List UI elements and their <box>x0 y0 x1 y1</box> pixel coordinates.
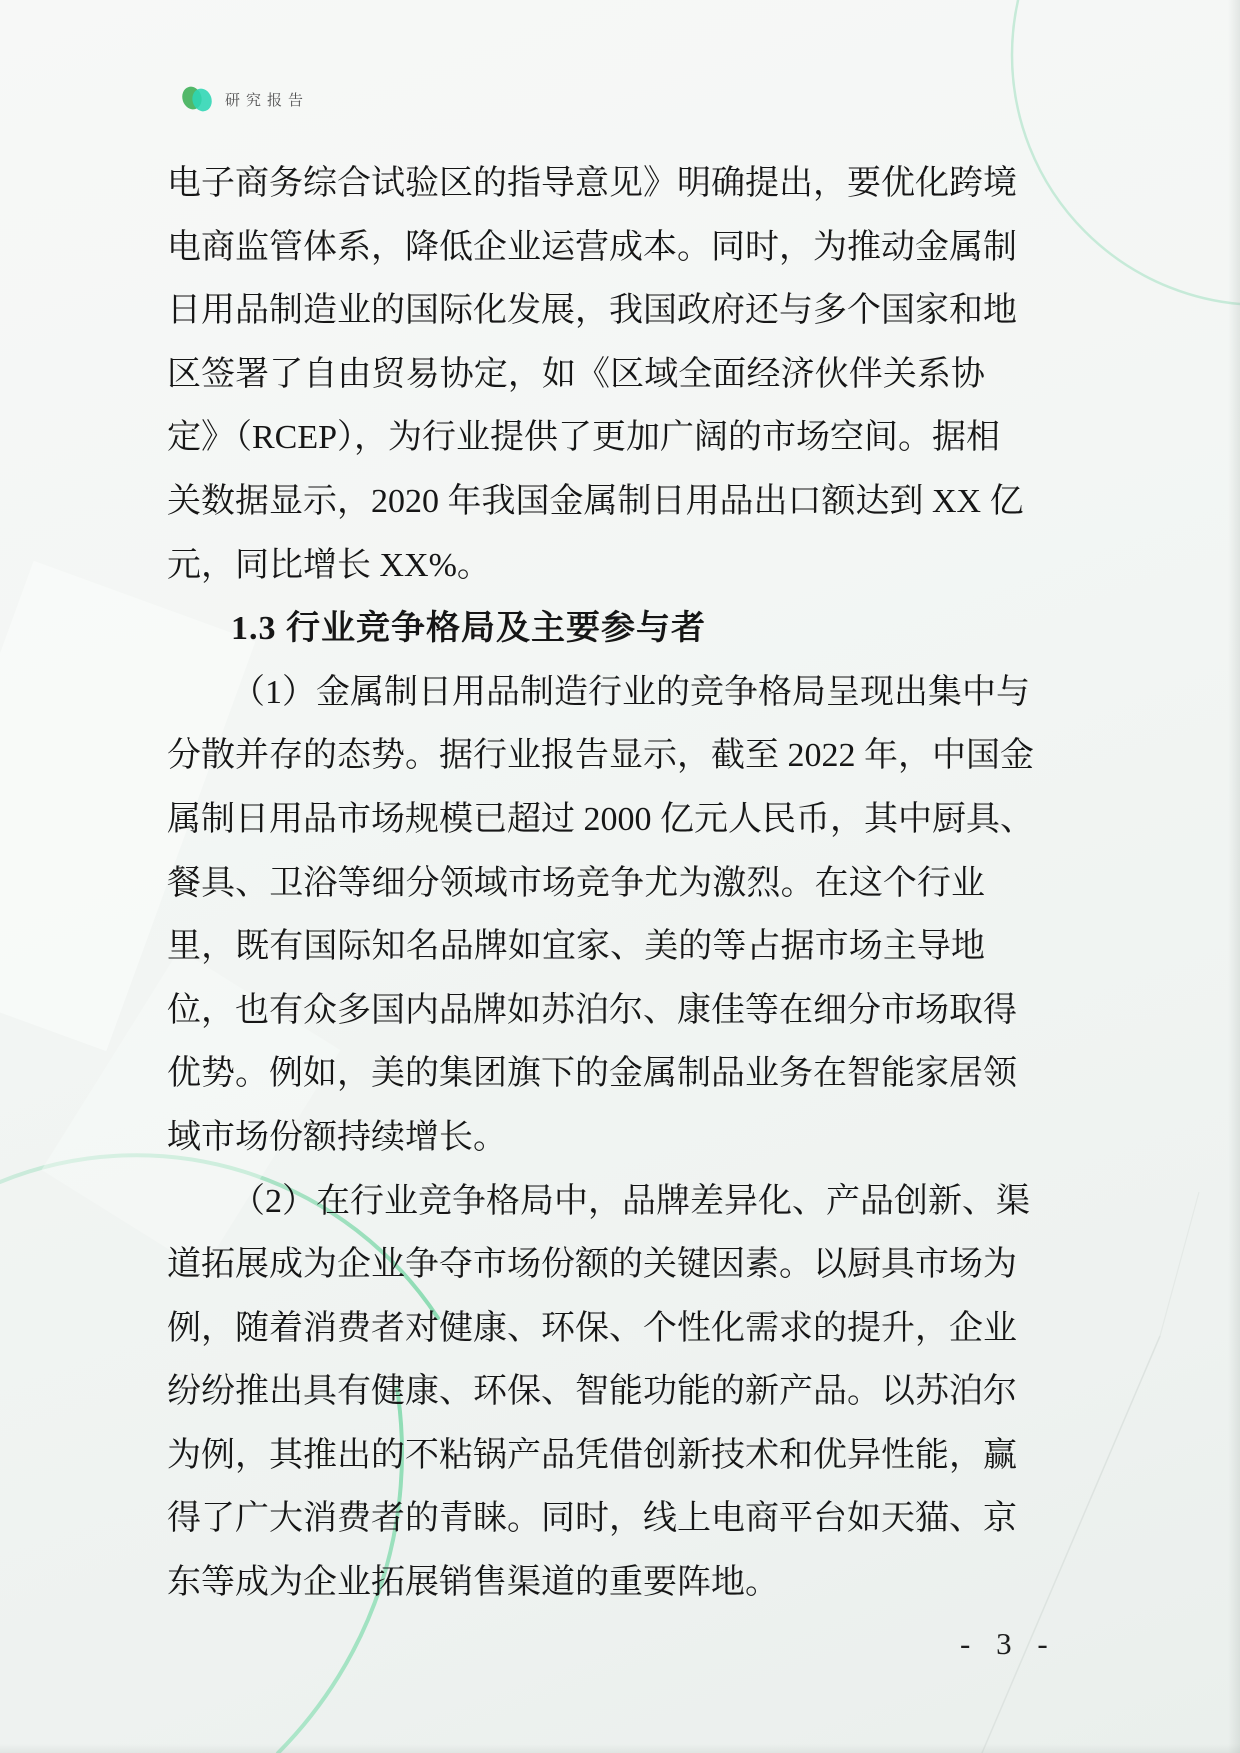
dual-leaf-logo-icon <box>179 81 215 117</box>
body-text-line: 电商监管体系，降低企业运营成本。同时，为推动金属制 <box>167 228 1017 266</box>
page-number: - 3 - <box>960 1626 1057 1661</box>
body-text-line: 分散并存的态势。据行业报告显示，截至 2022 年，中国金 <box>167 737 1034 775</box>
page-edge-shadow-right <box>1228 0 1240 1753</box>
body-text-line: （2）在行业竞争格局中，品牌差异化、产品创新、渠 <box>231 1182 1030 1220</box>
body-text-line: 定》（RCEP），为行业提供了更加广阔的市场空间。据相 <box>167 419 1001 457</box>
faint-crease-line-upper <box>1160 1192 1199 1336</box>
body-text-line: 关数据显示，2020 年我国金属制日用品出口额达到 XX 亿 <box>167 482 1024 520</box>
body-text-line: 位，也有众多国内品牌如苏泊尔、康佳等在细分市场取得 <box>167 991 1017 1029</box>
body-text-line: 例，随着消费者对健康、环保、个性化需求的提升，企业 <box>167 1309 1017 1347</box>
body-text-line: 电子商务综合试验区的指导意见》明确提出，要优化跨境 <box>167 165 1017 202</box>
body-text-line: 域市场份额持续增长。 <box>167 1118 507 1156</box>
body-text-line: 东等成为企业拓展销售渠道的重要阵地。 <box>167 1564 779 1602</box>
brand-label: 研究报告 <box>225 92 310 109</box>
body-text-line: 道拓展成为企业争夺市场份额的关键因素。以厨具市场为 <box>167 1246 1017 1284</box>
circle-arc-top-right <box>1012 0 1240 305</box>
page-edge-shadow-bottom <box>0 1744 1240 1753</box>
section-heading: 1.3 行业竞争格局及主要参与者 <box>231 610 706 648</box>
body-text-line: 里，既有国际知名品牌如宜家、美的等占据市场主导地 <box>167 928 985 966</box>
body-text-line: 属制日用品市场规模已超过 2000 亿元人民币，其中厨具、 <box>167 800 1034 838</box>
body-text-line: 纷纷推出具有健康、环保、智能功能的新产品。以苏泊尔 <box>167 1373 1017 1411</box>
body-text-line: （1）金属制日用品制造行业的竞争格局呈现出集中与 <box>231 673 1030 711</box>
body-text-line: 餐具、卫浴等细分领域市场竞争尤为激烈。在这个行业 <box>167 864 985 902</box>
body-text-line: 元，同比增长 XX%。 <box>167 546 491 584</box>
report-brand <box>179 80 309 118</box>
document-body <box>167 152 1034 1615</box>
body-text-line: 优势。例如，美的集团旗下的金属制品业务在智能家居领 <box>167 1055 1017 1093</box>
body-text-line: 为例，其推出的不粘锅产品凭借创新技术和优异性能，赢 <box>167 1436 1017 1474</box>
body-text-line: 日用品制造业的国际化发展，我国政府还与多个国家和地 <box>167 292 1017 330</box>
body-text-line: 区签署了自由贸易协定，如《区域全面经济伙伴关系协 <box>167 355 985 393</box>
body-text-line: 得了广大消费者的青睐。同时，线上电商平台如天猫、京 <box>167 1500 1017 1538</box>
